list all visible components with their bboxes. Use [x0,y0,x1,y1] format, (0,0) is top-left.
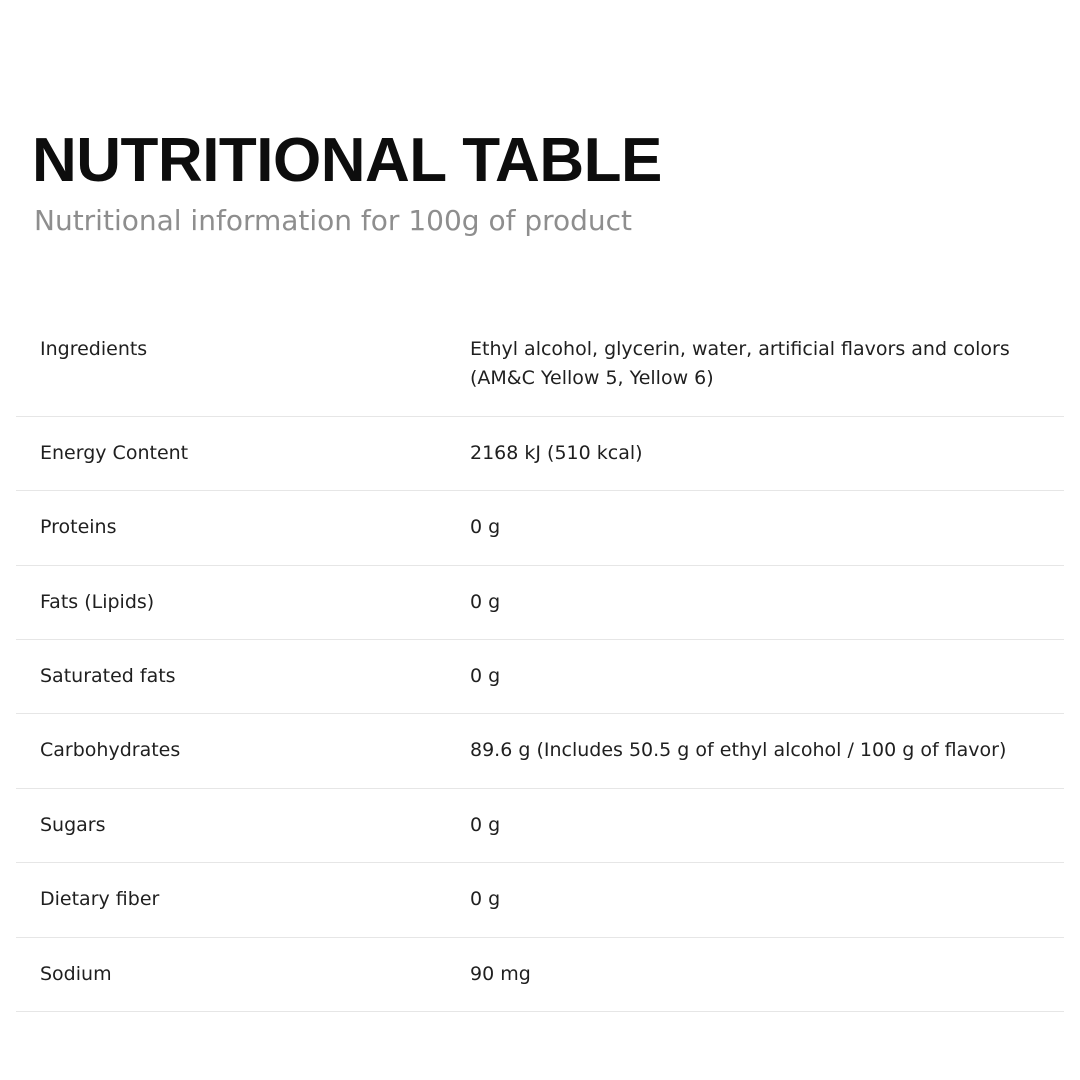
table-row [16,416,1064,490]
page-title: NUTRITIONAL TABLE [32,126,662,195]
nutrient-value: 0 g [470,590,501,613]
nutrient-value: 2168 kJ (510 kcal) [470,441,643,464]
nutrient-label: Proteins [40,516,117,539]
nutrient-label: Sodium [40,962,112,985]
table-row [16,788,1064,862]
table-row [16,639,1064,713]
nutrient-value: Ethyl alcohol, glycerin, water, artificial flavors and colors (AM&C Yellow 5, Yellow 6) [470,337,1010,390]
nutrient-label: Saturated fats [40,664,176,687]
nutrition-table [16,323,1064,1012]
nutrient-value: 90 mg [470,962,531,985]
table-row [16,490,1064,564]
nutrient-value: 0 g [470,516,501,539]
nutrient-value: 0 g [470,813,501,836]
nutrient-label: Sugars [40,813,106,836]
table-row [16,937,1064,1012]
table-row [16,862,1064,936]
nutrient-label: Ingredients [40,337,148,360]
nutrient-value: 0 g [470,664,501,687]
table-row [16,323,1064,416]
nutrient-label: Fats (Lipids) [40,590,155,613]
table-row [16,565,1064,639]
page-header [0,0,1080,237]
nutrient-label: Dietary fiber [40,888,160,911]
nutrient-label: Carbohydrates [40,739,181,762]
page-subtitle: Nutritional information for 100g of product [34,204,633,237]
nutrient-value: 89.6 g (Includes 50.5 g of ethyl alcohol / 100 g of flavor) [470,739,1007,762]
nutrient-value: 0 g [470,888,501,911]
nutrient-label: Energy Content [40,441,189,464]
table-row [16,713,1064,787]
